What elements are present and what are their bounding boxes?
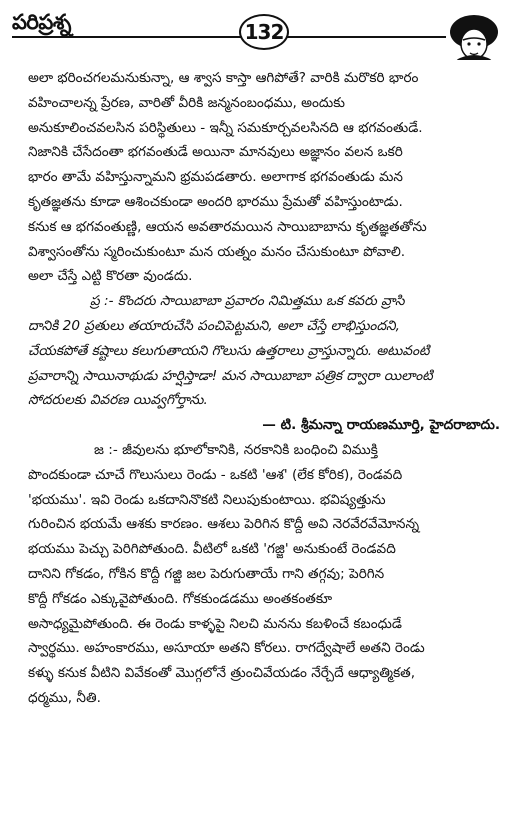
question-block: [28, 289, 508, 413]
question-first-line: ప్ర :- కొందరు సాయిబాబా ప్రవారం నిమిత్తము ఒక కవరు వ్రాసి: [90, 293, 405, 310]
text-line: 'భయము'. ఇవి రెండు ఒకదానినొకటి నిలుపుకుంటాయి. భవిష్యత్తును: [28, 491, 386, 508]
text-line: స్వార్థము. అహంకారము, అసూయా అతని కోరలు. రాగద్వేషాలే అతని రెండు: [28, 640, 425, 657]
paragraph-1: [28, 66, 508, 289]
text-line: కళ్ళు కనుక వీటిని వివేకంతో మొగ్గలోనే త్రుంచివేయడం నేర్చేదే ఆధ్యాత్మికత,: [28, 665, 416, 682]
header-rule: [12, 36, 452, 38]
text-line: నిజానికి చేసేదంతా భగవంతుడే అయినా మానవులు అజ్ఞానం వలన ఒకరి: [28, 144, 403, 161]
text-line: అలా చేస్తే ఎట్టి కొరతా వుండదు.: [28, 268, 193, 285]
text-line: భయము పెచ్చు పెరిగిపోతుంది. వీటిలో ఒకటి 'గజ్జి' అనుకుంటే రెండవది: [28, 541, 396, 558]
page-header: [0, 0, 520, 60]
page-body: [28, 66, 508, 711]
page-number: 132: [239, 14, 289, 50]
text-line: దానిని గోకడం, గోకిన కొద్దీ గజ్జి జల పెరుగుతాయే గాని తగ్గవు; పెరిగిన: [28, 565, 385, 582]
text-line: గురించిన భయమే ఆశకు కారణం. ఆశలు పెరిగిన కొద్దీ అవి నెరవేరవేమోనన్న: [28, 516, 420, 533]
header-title: పరిప్రశ్న: [12, 10, 71, 34]
text-line: ప్రవారాన్ని సాయినాథుడు హర్షిస్తాడా! మన సాయిబాబా పత్రిక ద్వారా యిలాంటి: [28, 367, 433, 384]
text-line: కనుక ఆ భగవంతుణ్ణి, ఆయన అవతారమయిన సాయిబాబాను కృతజ్ఞతతోను: [28, 218, 427, 235]
answer-block: [28, 438, 508, 711]
text-line: అసాధ్యమైపోతుంది. ఈ రెండు కాళ్ళపై నిలచి మనను కబళించే కబంధుడే: [28, 615, 402, 632]
text-line: విశ్వాసంతోను స్మరించుకుంటూ మన యత్నం మనం చేసుకుంటూ పోవాలి.: [28, 243, 406, 260]
text-line: దానికి 20 ప్రతులు తయారుచేసి పంచిపెట్టమని, అలా చేస్తే లాభిస్తుందని,: [28, 317, 400, 334]
text-line: కొద్దీ గోకడం ఎక్కువైపోతుంది. గోకకుండడము అంతకంతకూ: [28, 590, 333, 607]
text-line: ధర్మము, నీతి.: [28, 689, 101, 706]
signature: — టి. శ్రీమన్నా రాయణమూర్తి, హైదరాబాదు.: [262, 417, 500, 434]
text-line: చేయకపోతే కష్టాలు కలుగుతాయని గొలుసు ఉత్తరాలు వ్రాస్తున్నారు. అటువంటి: [28, 342, 430, 359]
text-line: పొందకుండా చూచే గొలుసులు రెండు - ఒకటి 'ఆశ' (లేక కోరిక), రెండవది: [28, 466, 403, 483]
text-line: వహించాలన్న ప్రేరణ, వారితో వీరికి జన్మనంబంధము, అందుకు: [28, 94, 346, 111]
portrait-icon: [446, 14, 502, 62]
answer-first-line: జ :- జీవులను భూలోకానికి, నరకానికి బంధించి విముక్తి: [94, 441, 378, 458]
text-line: భారం తామే వహిస్తున్నామని భ్రమపడతారు. అలాగాక భగవంతుడు మన: [28, 169, 403, 186]
text-line: కృతజ్ఞతను కూడా ఆశించకుండా అందరి భారము ప్రేమతో వహిస్తుంటాడు.: [28, 193, 403, 210]
text-line: సోదరులకు వివరణ యివ్వగోర్తాను.: [28, 392, 208, 409]
text-line: అనుకూలించవలసిన పరిస్థితులు - ఇన్నీ సమకూర్చవలసినది ఆ భగవంతుడే.: [28, 119, 423, 136]
text-line: అలా భరించగలమనుకున్నా, ఆ శ్వాస కాస్తా ఆగిపోతే? వారికి మరొకరి భారం: [28, 70, 419, 86]
